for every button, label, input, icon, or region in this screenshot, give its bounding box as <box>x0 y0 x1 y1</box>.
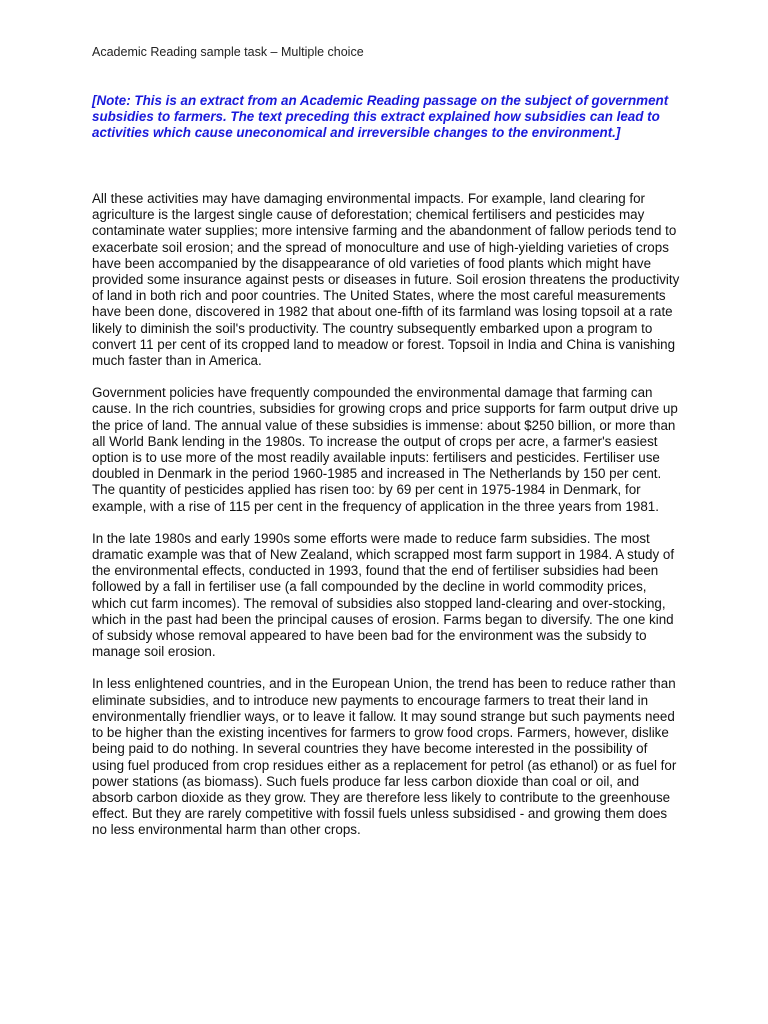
passage-body <box>92 191 682 855</box>
passage-paragraph-1: All these activities may have damaging environmental impacts. For example, land clearing for agriculture is the largest single cause of deforestation; chemical fertilisers and pesticides may contaminate water supplies; more intensive farming and the abandonment of fallow periods tend to exacerbate soil erosion; and the spread of monoculture and use of high-yielding varieties of crops have been accompanied by the disappearance of old varieties of food plants which might have provided some insurance against pests or diseases in future. Soil erosion threatens the productivity of land in both rich and poor countries. The United States, where the most careful measurements have been done, discovered in 1982 that about one-fifth of its farmland was losing topsoil at a rate likely to diminish the soil's productivity. The country subsequently embarked upon a program to convert 11 per cent of its cropped land to meadow or forest. Topsoil in India and China is vanishing much faster than in America. <box>92 191 680 369</box>
passage-paragraph-3: In the late 1980s and early 1990s some efforts were made to reduce farm subsidies. The most dramatic example was that of New Zealand, which scrapped most farm support in 1984. A study of the environmental effects, conducted in 1993, found that the end of fertiliser subsidies had been followed by a fall in fertiliser use (a fall compounded by the decline in world commodity prices, which cut farm incomes). The removal of subsidies also stopped land-clearing and over-stocking, which in the past had been the principal causes of erosion. Farms began to diversify. The one kind of subsidy whose removal appeared to have been bad for the environment was the subsidy to manage soil erosion. <box>92 530 675 660</box>
page-header: Academic Reading sample task – Multiple choice <box>92 45 364 59</box>
passage-paragraph-4: In less enlightened countries, and in the European Union, the trend has been to reduce rather than eliminate subsidies, and to introduce new payments to encourage farmers to treat their land in environmentally friendlier ways, or to leave it fallow. It may sound strange but such payments need to be higher than the existing incentives for farmers to grow food crops. Farmers, however, dislike being paid to do nothing. In several countries they have become interested in the possibility of using fuel produced from crop residues either as a replacement for petrol (as ethanol) or as fuel for power stations (as biomass). Such fuels produce far less carbon dioxide than coal or oil, and absorb carbon dioxide as they grow. They are therefore less likely to contribute to the greenhouse effect. But they are rarely competitive with fossil fuels unless subsidised - and growing them does no less environmental harm than other crops. <box>92 676 677 838</box>
passage-paragraph-2: Government policies have frequently compounded the environmental damage that farming can cause. In the rich countries, subsidies for growing crops and price supports for farm output drive up the price of land. The annual value of these subsidies is immense: about $250 billion, or more than all World Bank lending in the 1980s. To increase the output of crops per acre, a farmer's easiest option is to use more of the most readily available inputs: fertilisers and pesticides. Fertiliser use doubled in Denmark in the period 1960-1985 and increased in The Netherlands by 150 per cent. The quantity of pesticides applied has risen too: by 69 per cent in 1975-1984 in Denmark, for example, with a rise of 115 per cent in the frequency of application in the three years from 1981. <box>92 385 678 514</box>
editor-note: [Note: This is an extract from an Academic Reading passage on the subject of government subsidies to farmers. The text preceding this extract explained how subsidies can lead to activities which cause uneconomical and irreversible changes to the environment.] <box>92 93 669 141</box>
